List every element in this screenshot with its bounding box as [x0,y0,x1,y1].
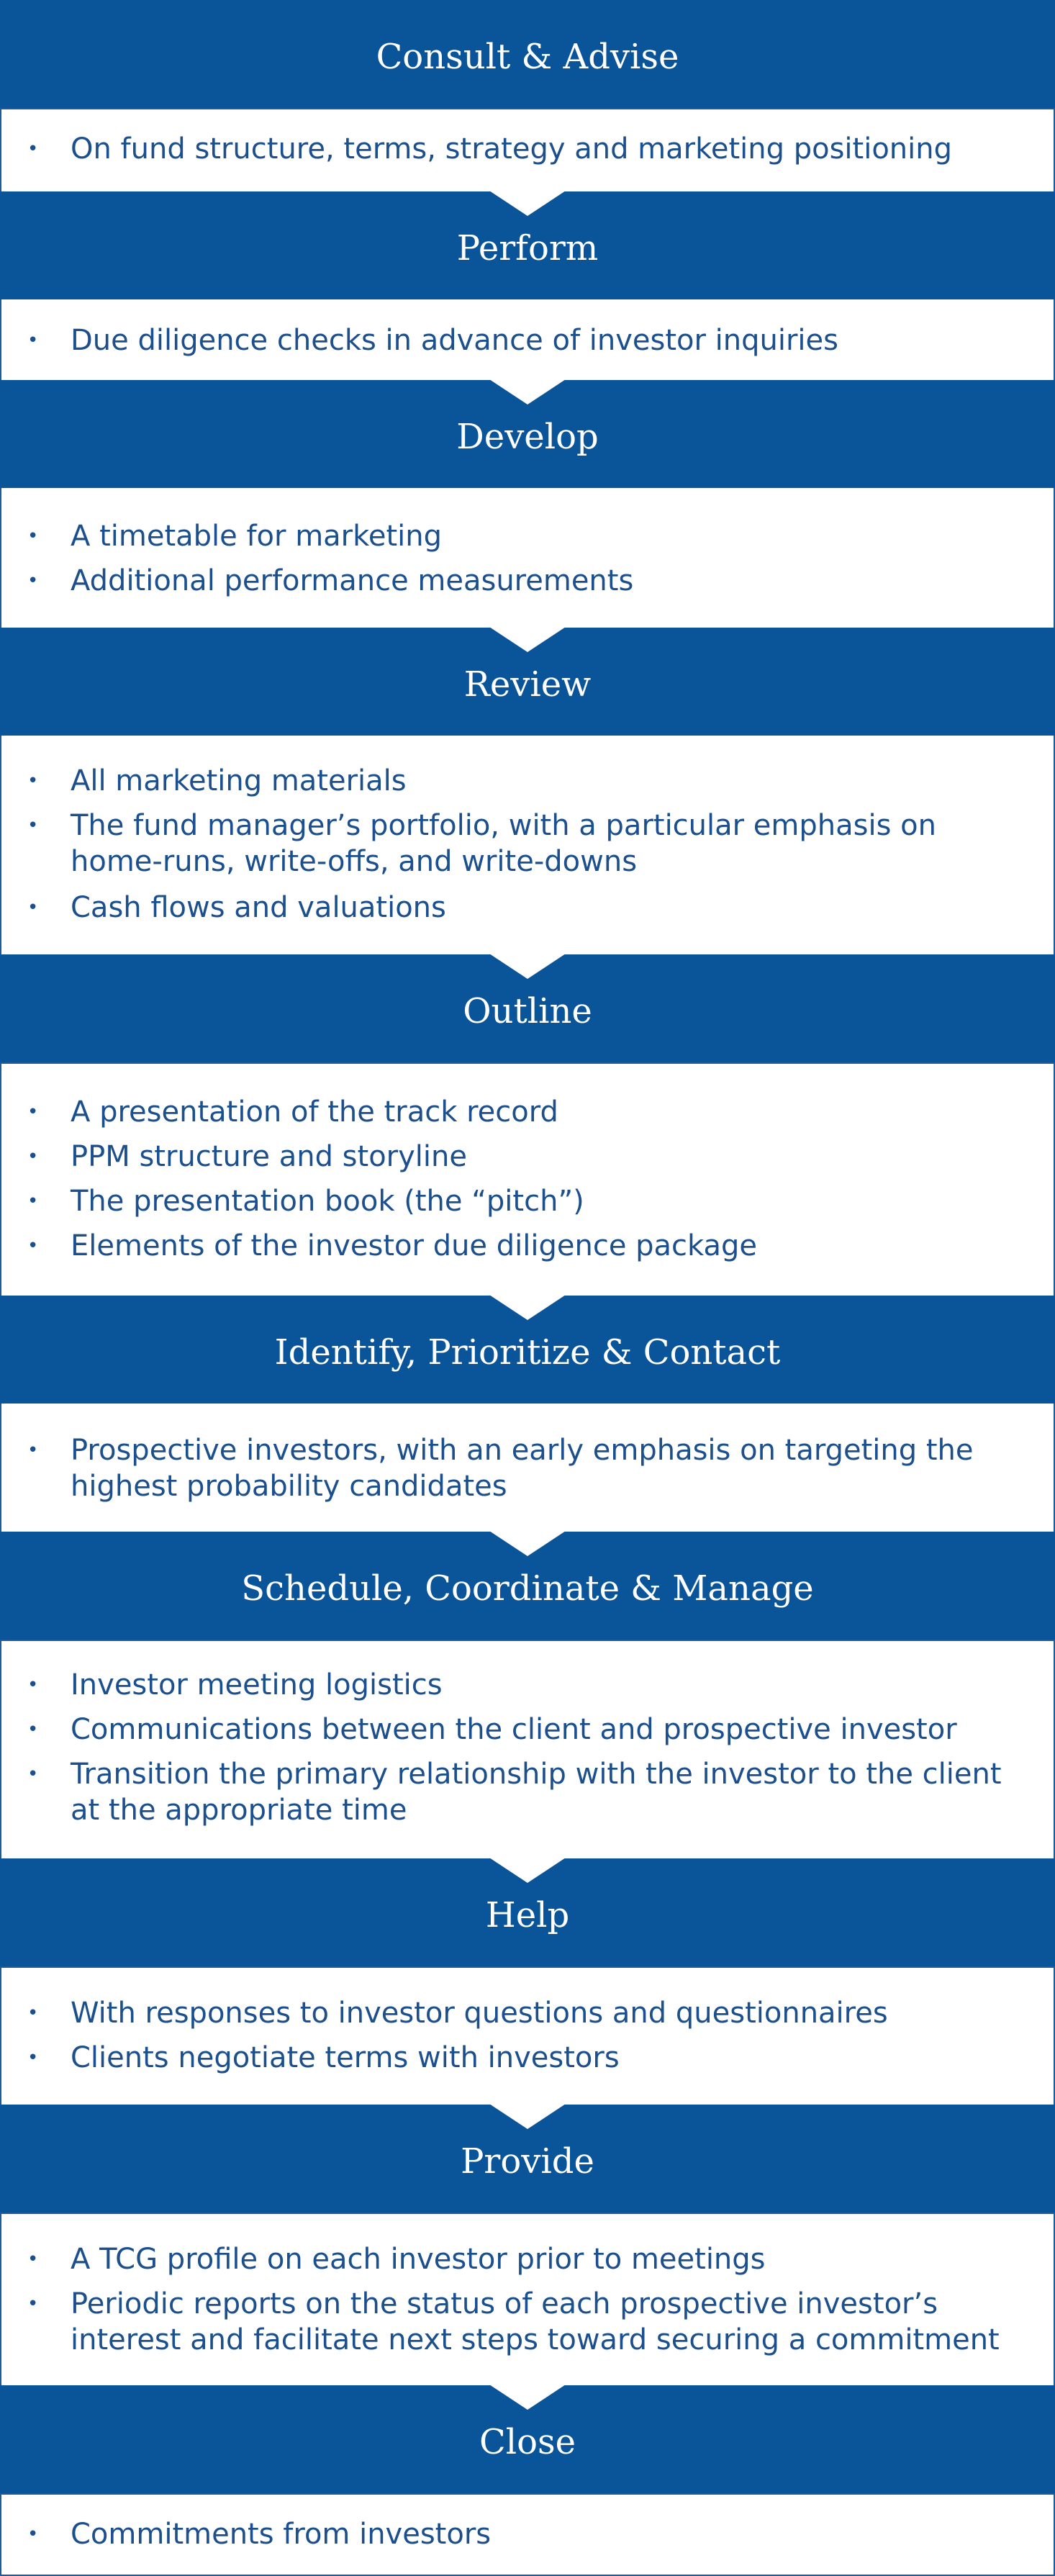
item-text: On fund structure, terms, strategy and marketing positioning [71,132,952,166]
bullet-icon: • [27,1674,39,1696]
step-body [0,487,1055,631]
item-text: Periodic reports on the status of each prospective investor’s interest and facilitate next steps toward securing a commitment [71,2287,1000,2356]
item-text: All marketing materials [71,764,407,797]
step-body [0,2213,1055,2388]
bullet-icon: • [27,1190,39,1212]
bullet-icon: • [27,2523,39,2545]
item-text: Prospective investors, with an early emphasis on targeting the highest probability candidates [71,1434,974,1503]
step-body [0,298,1055,384]
step-body [0,1402,1055,1535]
step-body [0,734,1055,957]
step-title: Develop [456,417,599,457]
item-text: Clients negotiate terms with investors [71,2041,620,2074]
item-text: A presentation of the track record [71,1095,558,1129]
step-body [0,2493,1055,2576]
item-text: Transition the primary relationship with the investor to the client at the appropriate time [71,1758,1002,1827]
item-text: A TCG profile on each investor prior to meetings [71,2243,766,2276]
step-title: Identify, Prioritize & Contact [274,1332,781,1373]
bullet-icon: • [27,525,39,547]
step-title: Perform [456,228,599,268]
bullet-icon: • [27,1719,39,1740]
step-title: Consult & Advise [376,37,679,77]
item-text: A timetable for marketing [71,520,442,553]
bullet-icon: • [27,2002,39,2024]
step-title: Close [479,2422,576,2462]
step-header [0,0,1055,108]
item-text: Commitments from investors [71,2518,492,2551]
item-text: Due diligence checks in advance of investor inquiries [71,324,838,357]
step-title: Help [485,1895,570,1935]
step-body [0,1640,1055,1861]
bullet-icon: • [27,2293,39,2315]
bullet-icon: • [27,815,39,836]
bullet-icon: • [27,770,39,792]
bullet-icon: • [27,897,39,918]
bullet-icon: • [27,1146,39,1167]
bullet-icon: • [27,1440,39,1461]
step-body [0,1062,1055,1298]
bullet-icon: • [27,2249,39,2270]
item-text: PPM structure and storyline [71,1140,467,1173]
item-text: Elements of the investor due diligence package [71,1229,758,1262]
item-text: With responses to investor questions and questionnaires [71,1997,888,2030]
item-text: The presentation book (the “pitch”) [71,1185,584,1218]
item-text: The fund manager’s portfolio, with a particular emphasis on home-runs, write-offs, and write-downs [71,809,936,878]
bullet-icon: • [27,138,39,160]
step-body [0,108,1055,193]
bullet-icon: • [27,1101,39,1123]
item-text: Communications between the client and prospective investor [71,1713,957,1746]
bullet-icon: • [27,330,39,351]
step-title: Review [463,664,592,705]
bullet-icon: • [27,2047,39,2069]
step-title: Schedule, Coordinate & Manage [241,1568,814,1609]
bullet-icon: • [27,1763,39,1785]
step-title: Provide [461,2141,594,2182]
bullet-icon: • [27,1235,39,1257]
item-text: Investor meeting logistics [71,1668,443,1701]
bullet-icon: • [27,570,39,592]
item-text: Cash flows and valuations [71,891,446,924]
item-text: Additional performance measurements [71,564,634,597]
step-body [0,1966,1055,2107]
step-title: Outline [463,991,592,1031]
